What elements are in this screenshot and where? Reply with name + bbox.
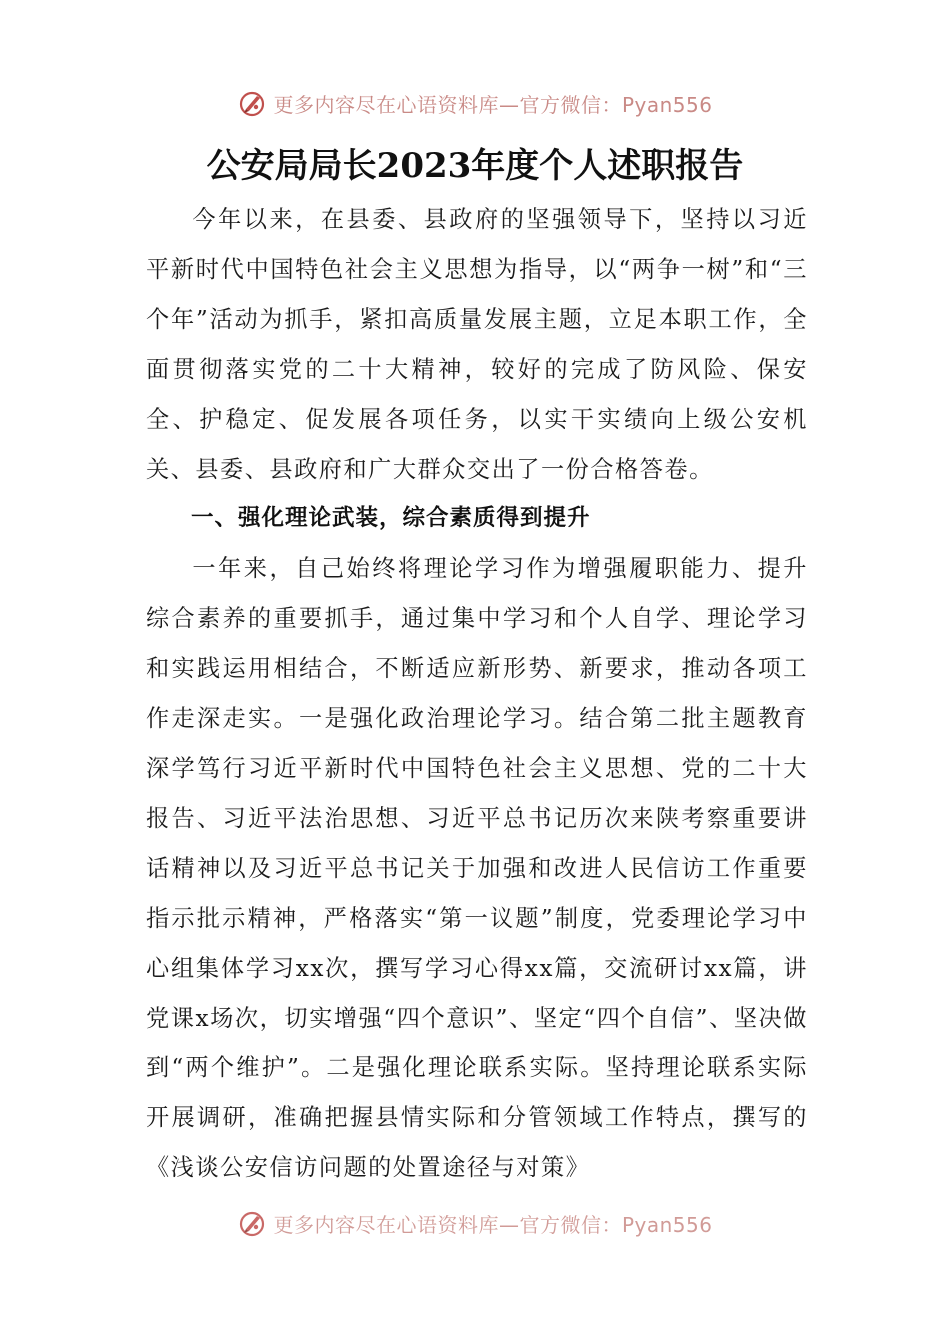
- page-title: 公安局局长2023年度个人述职报告: [206, 146, 744, 186]
- watermark-text: 更多内容尽在心语资料库—官方微信：Pyan556: [273, 92, 713, 117]
- pen-circle-icon: [237, 88, 267, 118]
- watermark-text: 更多内容尽在心语资料库—官方微信：Pyan556: [273, 1212, 713, 1237]
- watermark-bottom: [0, 1206, 950, 1240]
- pen-circle-icon: [237, 1208, 267, 1238]
- intro-paragraph: 今年以来，在县委、县政府的坚强领导下，坚持以习近平新时代中国特色社会主义思想为指导，以“两争一树”和“三个年”活动为抓手，紧扣高质量发展主题，立足本职工作，全面贯彻落实党的二十大精神，较好的完成了防风险、保安全、护稳定、促发展各项任务，以实干实绩向上级公安机关、县委、县政府和广大群众交出了一份合格答卷。: [146, 206, 808, 483]
- watermark-top: [0, 86, 950, 120]
- section-heading: 一、强化理论武装，综合素质得到提升: [191, 505, 591, 532]
- section-paragraph: 一年来，自己始终将理论学习作为增强履职能力、提升综合素养的重要抓手，通过集中学习和个人自学、理论学习和实践运用相结合，不断适应新形势、新要求，推动各项工作走深走实。一是强化政治理论学习。结合第二批主题教育深学笃行习近平新时代中国特色社会主义思想、党的二十大报告、习近平法治思想、习近平总书记历次来陕考察重要讲话精神以及习近平总书记关于加强和改进人民信访工作重要指示批示精神，严格落实“第一议题”制度，党委理论学习中心组集体学习xx次，撰写学习心得xx篇，交流研讨xx篇，讲党课x场次，切实增强“四个意识”、坚定“四个自信”、坚决做到“两个维护”。二是强化理论联系实际。坚持理论联系实际开展调研，准确把握县情实际和分管领域工作特点，撰写的《浅谈公安信访问题的处置途径与对策》: [146, 555, 808, 1182]
- document-body: [146, 195, 808, 1193]
